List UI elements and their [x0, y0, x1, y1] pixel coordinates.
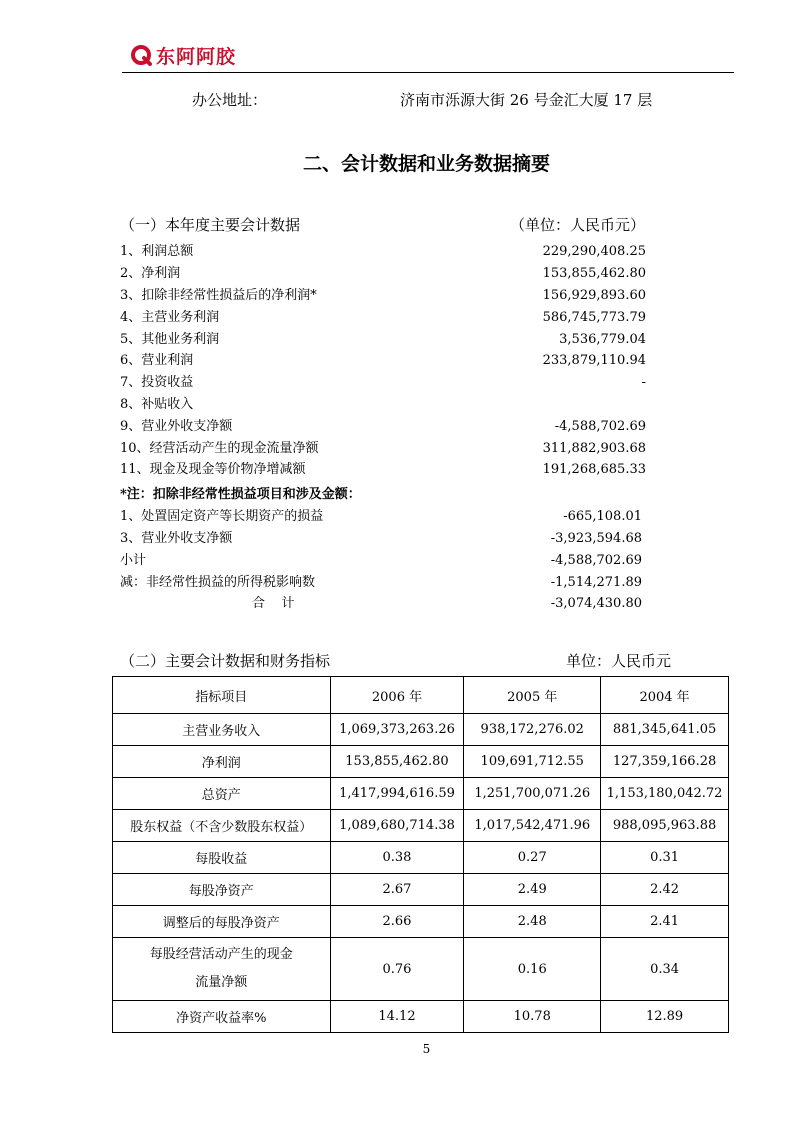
column-header: 2006 年 [330, 677, 464, 714]
cell-2005: 0.16 [464, 938, 601, 1001]
note-item-value: -1,514,271.89 [550, 575, 642, 590]
data-item-value: 311,882,903.68 [542, 441, 646, 456]
note-total-value: -3,074,430.80 [550, 596, 642, 611]
table-row [113, 810, 729, 842]
row-label: 总资产 [113, 778, 331, 810]
row-label [113, 938, 331, 1001]
data-item-value: 586,745,773.79 [542, 310, 646, 325]
cell-2004: 1,153,180,042.72 [601, 778, 729, 810]
column-header: 2004 年 [601, 677, 729, 714]
address-label: 办公地址： [192, 91, 268, 109]
table-header-row [113, 677, 729, 714]
cell-2006: 2.66 [330, 906, 464, 938]
row-label: 调整后的每股净资产 [113, 906, 331, 938]
table-row [113, 714, 729, 746]
table-row [113, 906, 729, 938]
section-title: 二、会计数据和业务数据摘要 [302, 153, 550, 175]
cell-2006: 0.76 [330, 938, 464, 1001]
cell-2004: 127,359,166.28 [601, 746, 729, 778]
data-item-label: 10、经营活动产生的现金流量净额 [120, 441, 319, 456]
cell-2005: 10.78 [464, 1001, 601, 1033]
data-item-label: 5、其他业务利润 [120, 332, 220, 347]
table-row [113, 842, 729, 874]
data-item-label: 4、主营业务利润 [120, 310, 220, 325]
row-label: 每股收益 [113, 842, 331, 874]
data-item-value: 156,929,893.60 [542, 288, 646, 303]
cell-2004: 988,095,963.88 [601, 810, 729, 842]
cell-2005: 2.48 [464, 906, 601, 938]
cell-2005: 1,017,542,471.96 [464, 810, 601, 842]
cell-2006: 14.12 [330, 1001, 464, 1033]
row-label: 主营业务收入 [113, 714, 331, 746]
part2-unit: 单位：人民币元 [566, 652, 672, 670]
address-value: 济南市泺源大街 26 号金汇大厦 17 层 [400, 91, 653, 109]
data-item-label: 7、投资收益 [120, 375, 194, 390]
cell-2004: 2.42 [601, 874, 729, 906]
page-number: 5 [422, 1042, 431, 1056]
cell-2004: 2.41 [601, 906, 729, 938]
row-label: 股东权益（不含少数股东权益） [113, 810, 331, 842]
cell-2004: 0.31 [601, 842, 729, 874]
data-item-value: 229,290,408.25 [542, 244, 646, 259]
cell-2005: 109,691,712.55 [464, 746, 601, 778]
cell-2005: 1,251,700,071.26 [464, 778, 601, 810]
part1-title: （一）本年度主要会计数据 [120, 216, 301, 234]
table-row [113, 938, 729, 1001]
table-row [113, 874, 729, 906]
data-item-value: 3,536,779.04 [559, 332, 646, 347]
cell-2005: 0.27 [464, 842, 601, 874]
cell-2006: 153,855,462.80 [330, 746, 464, 778]
cell-2006: 2.67 [330, 874, 464, 906]
data-item-label: 11、现金及现金等价物净增减额 [120, 462, 306, 477]
cell-2006: 1,089,680,714.38 [330, 810, 464, 842]
row-label: 净资产收益率% [113, 1001, 331, 1033]
column-header: 指标项目 [113, 677, 331, 714]
logo-mark-icon [130, 44, 152, 66]
note-item-value: -4,588,702.69 [550, 553, 642, 568]
cell-2004: 0.34 [601, 938, 729, 1001]
data-item-value: 153,855,462.80 [542, 266, 646, 281]
cell-2006: 1,417,994,616.59 [330, 778, 464, 810]
table-row [113, 778, 729, 810]
note-item-value: -3,923,594.68 [550, 531, 642, 546]
table-row [113, 1001, 729, 1033]
data-item-value: 233,879,110.94 [542, 353, 646, 368]
part2-title: （二）主要会计数据和财务指标 [120, 652, 331, 670]
financial-indicators-table [112, 676, 729, 1033]
data-item-label: 2、净利润 [120, 266, 181, 281]
data-item-label: 8、补贴收入 [120, 397, 194, 412]
note-item-label: 1、处置固定资产等长期资产的损益 [120, 509, 324, 524]
company-logo [130, 42, 236, 68]
note-title: *注：扣除非经常性损益项目和涉及金额： [120, 487, 361, 502]
part1-unit: （单位：人民币元） [510, 216, 646, 234]
header-divider [122, 72, 734, 73]
note-item-label: 3、营业外收支净额 [120, 531, 233, 546]
row-label-line: 流量净额 [195, 975, 248, 990]
data-item-value: 191,268,685.33 [542, 462, 646, 477]
data-item-label: 6、营业利润 [120, 353, 194, 368]
note-total-label: 合 计 [252, 596, 295, 611]
data-item-label: 1、利润总额 [120, 244, 194, 259]
table-row [113, 746, 729, 778]
data-item-label: 3、扣除非经常性损益后的净利润* [120, 288, 317, 303]
note-item-label: 减：非经常性损益的所得税影响数 [120, 575, 316, 590]
row-label-line: 每股经营活动产生的现金 [149, 947, 293, 962]
cell-2005: 2.49 [464, 874, 601, 906]
cell-2004: 881,345,641.05 [601, 714, 729, 746]
note-item-label: 小计 [120, 553, 147, 568]
cell-2004: 12.89 [601, 1001, 729, 1033]
cell-2006: 0.38 [330, 842, 464, 874]
data-item-label: 9、营业外收支净额 [120, 419, 233, 434]
brand-name: 东阿阿胶 [156, 45, 237, 68]
data-item-value: -4,588,702.69 [554, 419, 646, 434]
data-item-value: - [641, 375, 646, 390]
row-label: 净利润 [113, 746, 331, 778]
note-item-value: -665,108.01 [563, 509, 642, 524]
row-label: 每股净资产 [113, 874, 331, 906]
column-header: 2005 年 [464, 677, 601, 714]
cell-2006: 1,069,373,263.26 [330, 714, 464, 746]
cell-2005: 938,172,276.02 [464, 714, 601, 746]
